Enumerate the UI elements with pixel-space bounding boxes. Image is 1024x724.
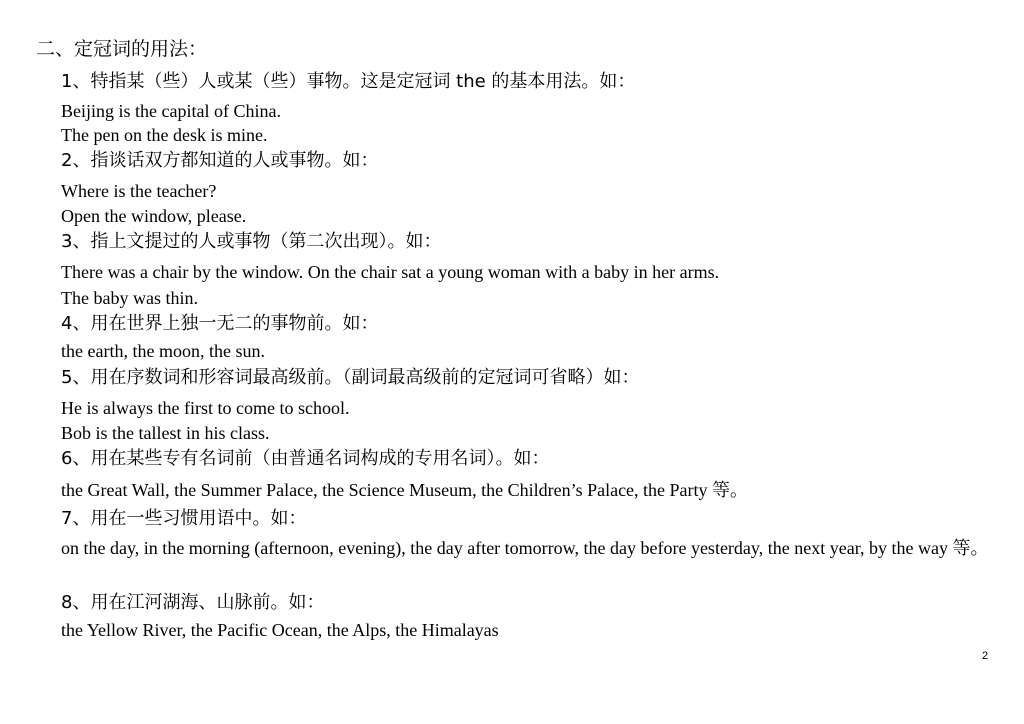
rule-3-example-1: There was a chair by the window. On the chair sat a young woman with a baby in her arms. xyxy=(61,262,720,282)
rule-8-example-1: the Yellow River, the Pacific Ocean, the Alps, the Himalayas xyxy=(61,620,499,640)
rule-5-example-2: Bob is the tallest in his class. xyxy=(61,423,270,443)
rule-2-title: 2、指谈话双方都知道的人或事物。如： xyxy=(61,150,379,171)
rule-7-title: 7、用在一些习惯用语中。如： xyxy=(61,508,307,529)
rule-2-example-2: Open the window, please. xyxy=(61,206,247,226)
rule-8-title: 8、用在江河湖海、山脉前。如： xyxy=(61,592,325,613)
rule-5-title: 5、用在序数词和形容词最高级前。（副词最高级前的定冠词可省略）如： xyxy=(61,367,640,388)
section-heading: 二、定冠词的用法： xyxy=(36,38,208,60)
rule-1-example-2: The pen on the desk is mine. xyxy=(61,125,268,145)
rule-4-example-1: the earth, the moon, the sun. xyxy=(61,341,265,361)
rule-4-title: 4、用在世界上独一无二的事物前。如： xyxy=(61,313,379,334)
rule-7-example-1: on the day, in the morning (afternoon, evening), the day after tomorrow, the day before yesterday, the next year, by the way 等。 xyxy=(61,538,989,558)
rule-6-title: 6、用在某些专有名词前（由普通名词构成的专用名词）。如： xyxy=(61,448,550,469)
page-number: 2 xyxy=(982,650,989,662)
rule-3-title: 3、指上文提过的人或事物（第二次出现）。如： xyxy=(61,231,442,252)
rule-1-example-1: Beijing is the capital of China. xyxy=(61,101,281,121)
rule-5-example-1: He is always the first to come to school. xyxy=(61,398,350,418)
rule-1-title: 1、特指某（些）人或某（些）事物。这是定冠词 the 的基本用法。如： xyxy=(61,71,636,92)
rule-3-example-2: The baby was thin. xyxy=(61,288,198,308)
rule-2-example-1: Where is the teacher? xyxy=(61,181,217,201)
rule-6-example-1: the Great Wall, the Summer Palace, the Science Museum, the Children’s Palace, the Party 等。 xyxy=(61,480,749,500)
